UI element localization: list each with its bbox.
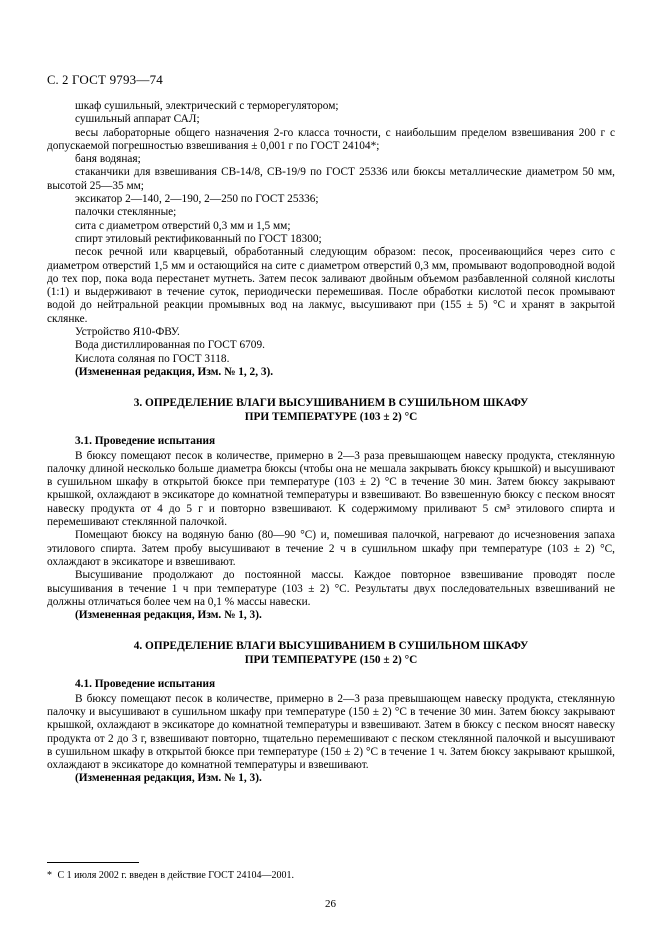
section-4-title-line1: 4. ОПРЕДЕЛЕНИЕ ВЛАГИ ВЫСУШИВАНИЕМ В СУШИЛЬНОМ ШКАФУ — [133, 640, 529, 653]
section-4-title-line2: ПРИ ТЕМПЕРАТУРЕ (150 ± 2) °С — [244, 654, 418, 667]
body-paragraph-13: Кислота соляная по ГОСТ 3118. — [75, 352, 230, 365]
body-paragraph-12: Вода дистиллированная по ГОСТ 6709. — [75, 339, 265, 352]
body-paragraph-2: сушильный аппарат САЛ; — [75, 113, 200, 126]
footnote — [47, 870, 615, 882]
body-paragraph-7: палочки стеклянные; — [75, 206, 177, 219]
footnote-divider — [47, 862, 139, 863]
section-4-1-subtitle: 4.1. Проведение испытания — [75, 678, 216, 691]
body-paragraph-4: баня водяная; — [75, 153, 141, 166]
section-3-paragraph-2: Помещают бюксу на водяную баню (80—90 °С) и, помешивая палочкой, нагревают до исчезновения запаха этилового спирта. Затем пробу высушивают в течение 2 ч в сушильном шкафу при температуре (103 ± 2) °С, охлаждают в эксикаторе и взвешивают. — [47, 529, 615, 568]
section-4-revision-note: (Измененная редакция, Изм. № 1, 3). — [75, 772, 262, 785]
footnote-marker: * — [47, 870, 52, 881]
revision-note-1: (Измененная редакция, Изм. № 1, 2, 3). — [75, 365, 274, 378]
body-paragraph-9: спирт этиловый ректификованный по ГОСТ 18300; — [75, 232, 322, 245]
footnote-text: С 1 июля 2002 г. введен в действие ГОСТ 24104—2001. — [57, 870, 294, 881]
body-paragraph-11: Устройство Я10-ФВУ. — [75, 326, 180, 339]
page-header — [47, 72, 163, 88]
section-3-paragraph-1: В бюксу помещают песок в количестве, примерно в 2—3 раза превышающем навеску продукта, стеклянную палочку длиной несколько больше диаметра бюксы (чтобы она не мешала закрывать бюксу крышкой) и высушивают в сушильном шкафу в открытой бюксе при температуре (103 ± 2) °С в течение 30 мин. Затем бюксу закрывают крышкой, охлаждают в эксикаторе до комнатной температуры и взвешивают. Во взвешенную бюксу с песком вносят навеску продукта от 4 до 5 г и повторно взвешивают. К содержимому приливают 5 см³ этилового спирта и перемешивают стеклянной палочкой. — [47, 449, 615, 529]
header-page-label: С. 2 — [47, 73, 69, 87]
body-paragraph-3: весы лабораторные общего назначения 2-го класса точности, с наибольшим пределом взвешивания 200 г с допускаемой погрешностью взвешивания ± 0,001 г по ГОСТ 24104*; — [47, 126, 615, 152]
section-4-paragraph-1: В бюксу помещают песок в количестве, примерно в 2—3 раза превышающем навеску продукта, стеклянную палочку и высушивают в сушильном шкафу при температуре (150 ± 2) °С в течение 30 мин. Затем бюксу закрывают крышкой, охлаждают в эксикаторе до комнатной температуры и взвешивают. Затем в бюксу с песком вносят навеску продукта от 2 до 3 г, взвешивают повторно, тщательно перемешивают с песком стеклянной палочкой и высушивают в сушильном шкафу в открытой бюксе при температуре (150 ± 2) °С в течение 1 ч. Затем бюксу закрывают крышкой, охлаждают в эксикаторе до комнатной температуры и взвешивают. — [47, 692, 615, 772]
section-3-1-subtitle: 3.1. Проведение испытания — [75, 435, 216, 448]
section-4-title — [47, 639, 615, 667]
body-paragraph-1: шкаф сушильный, электрический с терморегулятором; — [75, 100, 339, 112]
section-3-revision-note: (Измененная редакция, Изм. № 1, 3). — [75, 609, 262, 622]
page-number: 26 — [325, 898, 336, 910]
document-body — [47, 100, 615, 786]
body-paragraph-6: эксикатор 2—140, 2—190, 2—250 по ГОСТ 25336; — [75, 193, 319, 206]
body-paragraph-10: песок речной или кварцевый, обработанный следующим образом: песок, просеивающийся через сито с диаметром отверстий 1,5 мм и остающийся на сите с диаметром отверстий 0,3 мм, промывают водопроводной водой до тех пор, пока вода перестанет мутнеть. Затем песок заливают двойным объемом разбавленной соляной кислоты (1:1) и выдерживают в течение суток, периодически перемешивая. После обработки кислотой песок промывают водой до нейтральной реакции промывных вод на лакмус, высушивают при (155 ± 5) °С и хранят в закрытой склянке. — [47, 246, 615, 325]
body-paragraph-5: стаканчики для взвешивания СВ-14/8, СВ-19/9 по ГОСТ 25336 или бюксы металлические диаметром 50 мм, высотой 25—35 мм; — [47, 166, 615, 192]
section-3-title-line2: ПРИ ТЕМПЕРАТУРЕ (103 ± 2) °С — [244, 411, 418, 424]
section-3-paragraph-3: Высушивание продолжают до постоянной массы. Каждое повторное взвешивание проводят после высушивания в течение 1 ч при температуре (103 ± 2) °С. Результаты двух последовательных взвешиваний не должны отличаться более чем на 0,1 % массы навески. — [47, 569, 615, 608]
section-3-title-line1: 3. ОПРЕДЕЛЕНИЕ ВЛАГИ ВЫСУШИВАНИЕМ В СУШИЛЬНОМ ШКАФУ — [133, 397, 529, 410]
body-paragraph-8: сита с диаметром отверстий 0,3 мм и 1,5 мм; — [75, 219, 291, 232]
section-3-title — [47, 396, 615, 424]
header-standard-number: ГОСТ 9793—74 — [71, 72, 163, 87]
